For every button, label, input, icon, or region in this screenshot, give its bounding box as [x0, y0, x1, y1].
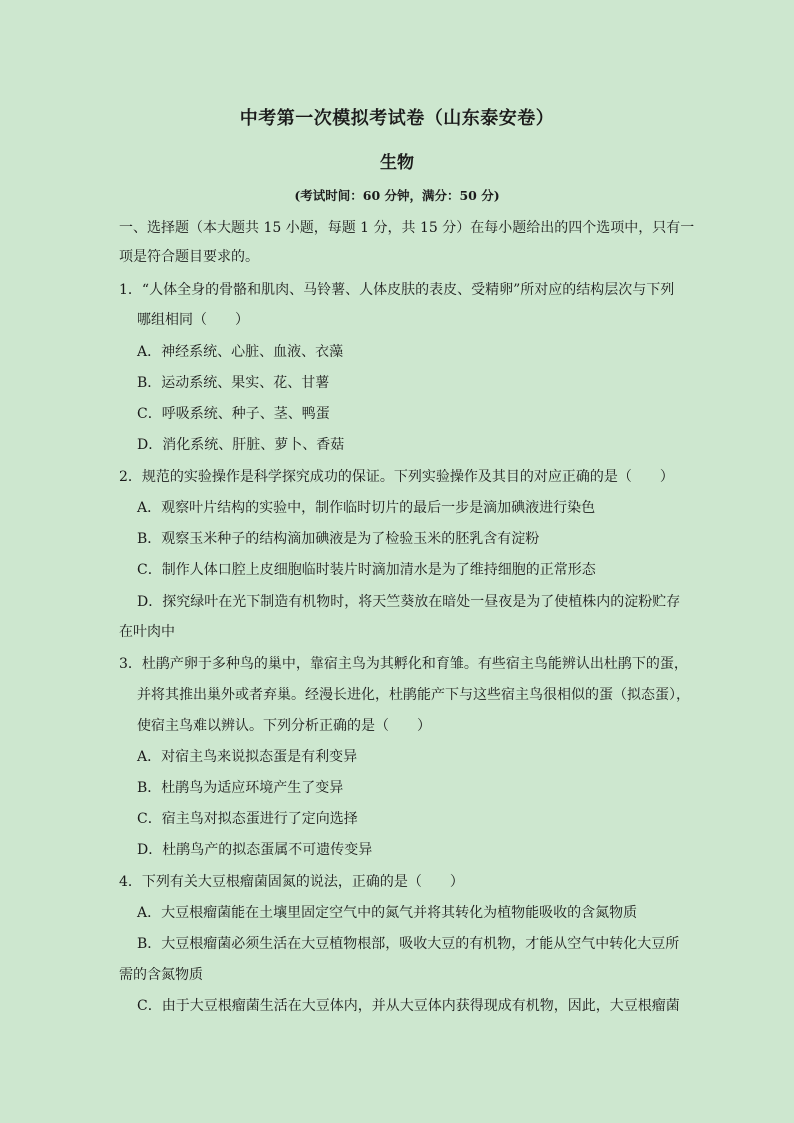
question-3-stem-line-1: 3．杜鹃产卵于多种鸟的巢中，靠宿主鸟为其孵化和育雏。有些宿主鸟能辨认出杜鹃下的蛋，: [119, 656, 688, 672]
question-1-option-a: A．神经系统、心脏、血液、衣藻: [137, 344, 344, 360]
question-4-stem: 4．下列有关大豆根瘤菌固氮的说法，正确的是（ ）: [119, 874, 464, 890]
question-3-option-c: C．宿主鸟对拟态蛋进行了定向选择: [137, 811, 358, 827]
question-2-option-b: B．观察玉米种子的结构滴加碘液是为了检验玉米的胚乳含有淀粉: [137, 531, 540, 547]
section-instruction-line-2: 项是符合题目要求的。: [119, 249, 259, 265]
question-1-stem-line-1: 1．“人体全身的骨骼和肌肉、马铃薯、人体皮肤的表皮、受精卵”所对应的结构层次与下列: [119, 282, 675, 298]
question-3-option-a: A．对宿主鸟来说拟态蛋是有利变异: [137, 749, 358, 765]
question-3-option-d: D．杜鹃鸟产的拟态蛋属不可遗传变异: [137, 842, 373, 858]
exam-time-score-info: (考试时间：60 分钟，满分：50 分): [294, 188, 500, 203]
question-4-option-b-continued: 需的含氮物质: [119, 967, 203, 983]
question-3-option-b: B．杜鹃鸟为适应环境产生了变异: [137, 780, 344, 796]
question-1-stem-line-2: 哪组相同（ ）: [137, 312, 249, 328]
exam-title: 中考第一次模拟考试卷（山东泰安卷）: [239, 108, 555, 129]
question-2-option-a: A．观察叶片结构的实验中，制作临时切片的最后一步是滴加碘液进行染色: [137, 500, 596, 516]
question-4-option-a: A．大豆根瘤菌能在土壤里固定空气中的氮气并将其转化为植物能吸收的含氮物质: [137, 905, 638, 921]
question-4-option-b: B．大豆根瘤菌必须生活在大豆植物根部，吸收大豆的有机物，才能从空气中转化大豆所: [137, 936, 680, 952]
question-2-option-c: C．制作人体口腔上皮细胞临时装片时滴加清水是为了维持细胞的正常形态: [137, 562, 596, 578]
question-4-option-c: C．由于大豆根瘤菌生活在大豆体内，并从大豆体内获得现成有机物，因此，大豆根瘤菌: [137, 998, 680, 1014]
section-instruction-line-1: 一、选择题（本大题共 15 小题，每题 1 分，共 15 分）在每小题给出的四个选项中，只有一: [119, 220, 695, 236]
question-2-option-d-continued: 在叶肉中: [119, 624, 175, 640]
question-1-option-d: D．消化系统、肝脏、萝卜、香菇: [137, 437, 345, 453]
question-3-stem-line-2: 并将其推出巢外或者弃巢。经漫长进化，杜鹃能产下与这些宿主鸟很相似的蛋（拟态蛋），: [137, 687, 690, 703]
subject-heading: 生物: [380, 153, 414, 173]
question-1-option-c: C．呼吸系统、种子、茎、鸭蛋: [137, 406, 330, 422]
question-3-stem-line-3: 使宿主鸟难以辨认。下列分析正确的是（ ）: [137, 718, 431, 734]
question-2-stem: 2．规范的实验操作是科学探究成功的保证。下列实验操作及其目的对应正确的是（ ）: [119, 469, 674, 485]
question-2-option-d: D．探究绿叶在光下制造有机物时，将天竺葵放在暗处一昼夜是为了使植株内的淀粉贮存: [137, 594, 681, 610]
question-1-option-b: B．运动系统、果实、花、甘薯: [137, 375, 330, 391]
